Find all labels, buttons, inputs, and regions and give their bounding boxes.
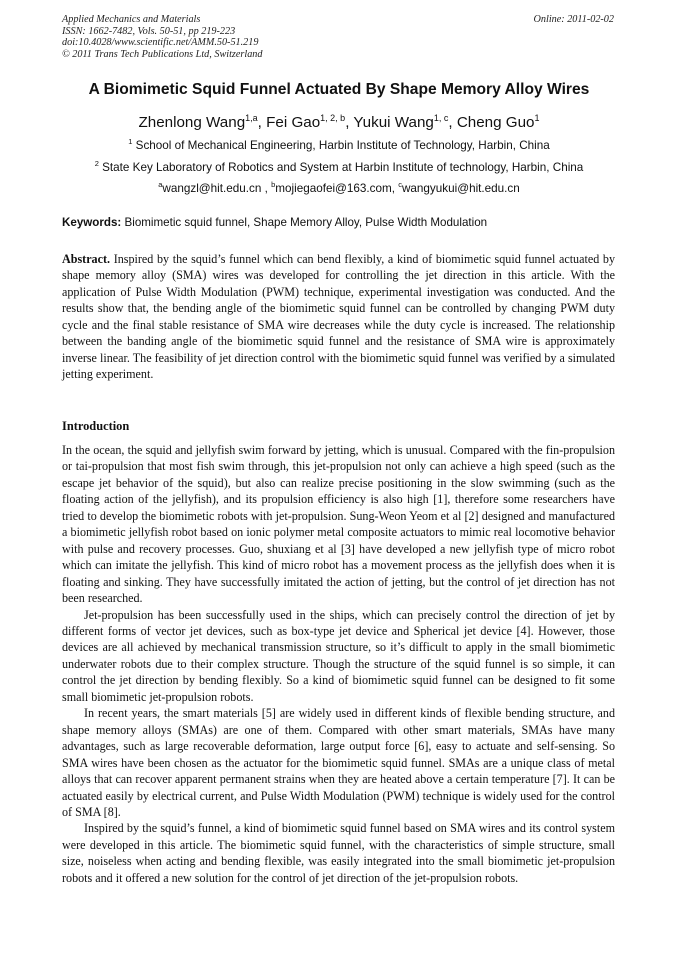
author-name: Yukui Wang — [353, 114, 434, 131]
affiliation-2 — [40, 160, 638, 176]
email-separator: , — [261, 182, 272, 195]
introduction-body — [62, 442, 615, 886]
affiliation-sup: 1 — [128, 137, 133, 146]
author-separator: , — [257, 114, 267, 131]
affiliation-1 — [40, 138, 638, 154]
affiliation-text: School of Mechanical Engineering, Harbin Institute of Technology, Harbin, China — [135, 139, 550, 152]
author-name: Fei Gao — [266, 114, 321, 131]
journal-header — [62, 14, 462, 60]
paragraph: In recent years, the smart materials [5] are widely used in different kinds of flexible bending structure, and shape memory alloys (SMAs) are one of them. Compared with other smart materials, SMAs have many advantages, such as large recoverable deformation, large output force [6], easy to actuate and self-sensing. So SMA wires have been chosen as the actuator for the biomimetic squid funnel. SMAs are a unique class of metal alloys that can recover apparent permanent strains when they are heated above a certain temperature [7]. It can be actuated easily by electrical current, and Pulse Width Modulation (PWM) technique is widely used for the control of SMA [8]. — [62, 706, 615, 819]
author-separator: , — [448, 114, 457, 131]
author-affil-sup: 1,a — [245, 113, 258, 123]
email-sup: c — [398, 180, 402, 189]
journal-name: Applied Mechanics and Materials — [62, 14, 201, 25]
email-sup: b — [271, 180, 276, 189]
keywords-label: Keywords: — [62, 216, 122, 229]
copyright-line: © 2011 Trans Tech Publications Ltd, Switzerland — [62, 48, 263, 60]
author-name: Cheng Guo — [456, 114, 535, 131]
author-name: Zhenlong Wang — [138, 114, 246, 131]
online-date: Online: 2011-02-02 — [533, 14, 614, 25]
section-heading: Introduction — [62, 419, 130, 433]
abstract — [62, 251, 615, 383]
paragraph: Jet-propulsion has been successfully used in the ships, which can precisely control the direction of jet by different forms of vector jet devices, such as box-type jet device and Spherical jet device [4]. However, those devices are all achieved by mechanical transmission structure, so it’s difficult to apply in the small biomimetic underwater robots due to their complex structure. Though the structure of the squid funnel is so simple, it can control the jet direction by bending flexibly. So a kind of biomimetic squid funnel can be designed to fit some small biomimetic jet-propulsion robots. — [62, 607, 615, 704]
abstract-text: Inspired by the squid’s funnel which can bend flexibly, a kind of biomimetic squid funnel actuated by shape memory alloy (SMA) wires was developed for controlling the jet direction in this article. With the application of Pulse Width Modulation (PWM) technique, experimental investigation was conducted. And the results show that, the bending angle of the biomimetic squid funnel can be controlled by changing PWM duty cycle and the final stable resistance of SMA wire decreases while the duty cycle is increased. The relationship between the banding angle of the biomimetic squid funnel and the resistance of SMA wire is approximately inverse linear. The feasibility of jet direction control with the biomimetic squid funnel was verified by a simulated jetting experiment. — [62, 252, 615, 382]
author-affil-sup: 1, 2, b — [320, 113, 346, 123]
email-list — [40, 181, 638, 197]
affiliation-sup: 2 — [94, 159, 99, 168]
author-separator: , — [345, 114, 354, 131]
doi-line: doi:10.4028/www.scientific.net/AMM.50-51.219 — [62, 37, 259, 48]
email-link[interactable]: wangyukui@hit.edu.cn — [401, 182, 520, 195]
paper-title: A Biomimetic Squid Funnel Actuated By Shape Memory Alloy Wires — [88, 81, 590, 98]
author-affil-sup: 1 — [534, 113, 540, 123]
email-separator: , — [391, 182, 399, 195]
issn-line: ISSN: 1662-7482, Vols. 50-51, pp 219-223 — [62, 25, 236, 37]
email-sup: a — [158, 180, 163, 189]
email-link[interactable]: wangzl@hit.edu.cn — [162, 182, 262, 195]
paragraph: Inspired by the squid’s funnel, a kind of biomimetic squid funnel based on SMA wires and its control system were developed in this article. The biomimetic squid funnel, with the characteristics of simple structure, small size, noiseless when acting and bending flexible, was easily integrated into the small biomimetic jet-propulsion robots and it offered a new solution for the control of jet direction of the jet-propulsion robots. — [62, 821, 615, 885]
abstract-label: Abstract. — [62, 252, 111, 266]
email-link[interactable]: mojiegaofei@163.com — [275, 182, 392, 195]
author-affil-sup: 1, c — [433, 113, 449, 123]
author-list — [40, 113, 638, 133]
paragraph: In the ocean, the squid and jellyfish swim forward by jetting, which is unusual. Compared with the fin-propulsion or tai-propulsion that most fish swim through, this jet-propulsion not only can achieve a high speed (such as the escape jet behavior of the squid), but also can realize precise positioning in the slow swimming (such as the floating action of the jellyfish), and its propulsion efficiency is also high [1], therefore some researchers have tried to develop the biomimetic robots with jet-propulsion. Sung-Weon Yeom et al [2] designed and manufactured a biomimetic jellyfish robot based on ionic polymer metal composite actuators to mimic real locomotive behavior with pulse and recovery processes. Guo, shuxiang et al [3] have developed a new jellyfish type of micro robot which can imitate the jellyfish. This kind of micro robot has a movement process as the jellyfish does when it is floating and sinking. They have successfully imitated the action of jetting, but the control of jet direction has not been researched. — [62, 443, 615, 606]
keywords-text: Biomimetic squid funnel, Shape Memory Alloy, Pulse Width Modulation — [124, 216, 488, 229]
affiliation-text: State Key Laboratory of Robotics and System at Harbin Institute of technology, Harbin, China — [102, 161, 584, 174]
keywords-line — [62, 215, 618, 231]
